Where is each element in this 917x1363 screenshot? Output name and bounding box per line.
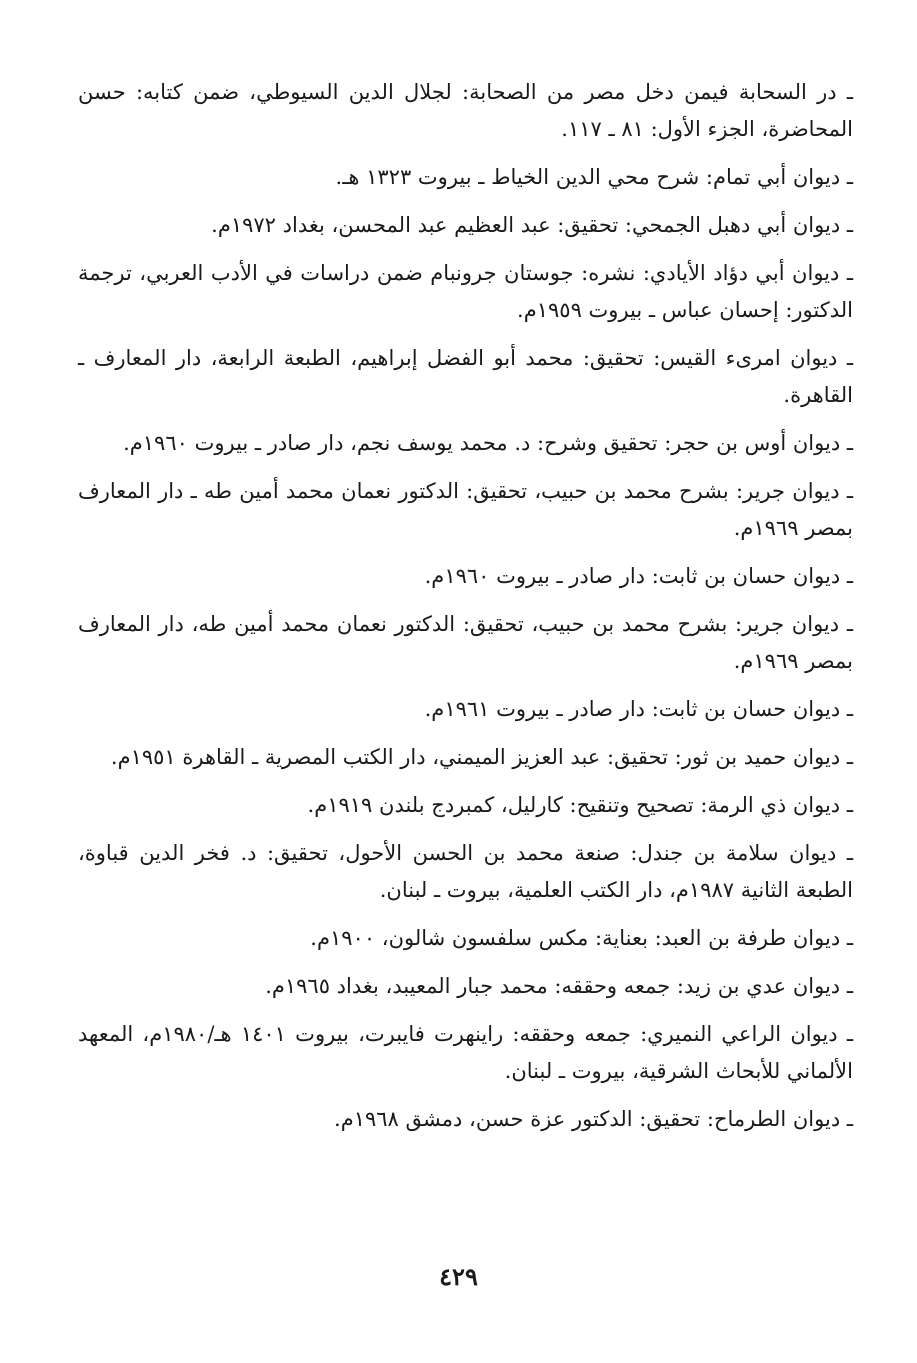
- bibliography-entry: ـ ديوان الراعي النميري: جمعه وحققه: راينهرت فايبرت، بيروت ١٤٠١ هـ/١٩٨٠م، المعهد الألماني للأبحاث الشرقية، بيروت ـ لبنان.: [78, 1022, 853, 1083]
- bibliography-entry: ـ ديوان أبي تمام: شرح محي الدين الخياط ـ بيروت ١٣٢٣ هـ.: [335, 165, 853, 189]
- bibliography-entry: ـ ديوان حميد بن ثور: تحقيق: عبد العزيز الميمني، دار الكتب المصرية ـ القاهرة ١٩٥١م.: [110, 745, 853, 769]
- bibliography-entry: ـ ديوان عدي بن زيد: جمعه وحققه: محمد جبار المعيبد، بغداد ١٩٦٥م.: [265, 974, 853, 998]
- bibliography-entry: ـ ديوان أبي دهبل الجمحي: تحقيق: عبد العظيم عبد المحسن، بغداد ١٩٧٢م.: [211, 213, 853, 237]
- bibliography-entry: ـ ديوان حسان بن ثابت: دار صادر ـ بيروت ١٩٦١م.: [424, 697, 853, 721]
- bibliography-list: [78, 74, 853, 1149]
- bibliography-entry: ـ ديوان ذي الرمة: تصحيح وتنقيح: كارليل، كمبردج بلندن ١٩١٩م.: [307, 793, 853, 817]
- bibliography-entry: ـ ديوان أوس بن حجر: تحقيق وشرح: د. محمد يوسف نجم، دار صادر ـ بيروت ١٩٦٠م.: [123, 431, 853, 455]
- bibliography-entry: ـ ديوان سلامة بن جندل: صنعة محمد بن الحسن الأحول، تحقيق: د. فخر الدين قباوة، الطبعة الثانية ١٩٨٧م، دار الكتب العلمية، بيروت ـ لبنان.: [78, 841, 853, 902]
- bibliography-entry: ـ ديوان جرير: بشرح محمد بن حبيب، تحقيق: الدكتور نعمان محمد أمين طه ـ دار المعارف بمصر ١٩٦٩م.: [78, 479, 853, 540]
- bibliography-entry: ـ ديوان طرفة بن العبد: بعناية: مكس سلفسون شالون، ١٩٠٠م.: [310, 926, 853, 950]
- bibliography-entry: ـ ديوان جرير: بشرح محمد بن حبيب، تحقيق: الدكتور نعمان محمد أمين طه، دار المعارف بمصر ١٩٦٩م.: [78, 612, 853, 673]
- page-number: ٤٢٩: [439, 1262, 478, 1291]
- bibliography-entry: ـ ديوان حسان بن ثابت: دار صادر ـ بيروت ١٩٦٠م.: [424, 564, 853, 588]
- bibliography-entry: ـ ديوان الطرماح: تحقيق: الدكتور عزة حسن، دمشق ١٩٦٨م.: [334, 1107, 853, 1131]
- bibliography-entry: ـ ديوان أبي دؤاد الأيادي: نشره: جوستان جرونبام ضمن دراسات في الأدب العربي، ترجمة الدكتور: إحسان عباس ـ بيروت ١٩٥٩م.: [78, 261, 853, 322]
- bibliography-entry: ـ ديوان امرىء القيس: تحقيق: محمد أبو الفضل إبراهيم، الطبعة الرابعة، دار المعارف ـ القاهرة.: [78, 346, 853, 407]
- bibliography-entry: ـ در السحابة فيمن دخل مصر من الصحابة: لجلال الدين السيوطي، ضمن كتابه: حسن المحاضرة، الجزء الأول: ٨١ ـ ١١٧.: [78, 80, 853, 141]
